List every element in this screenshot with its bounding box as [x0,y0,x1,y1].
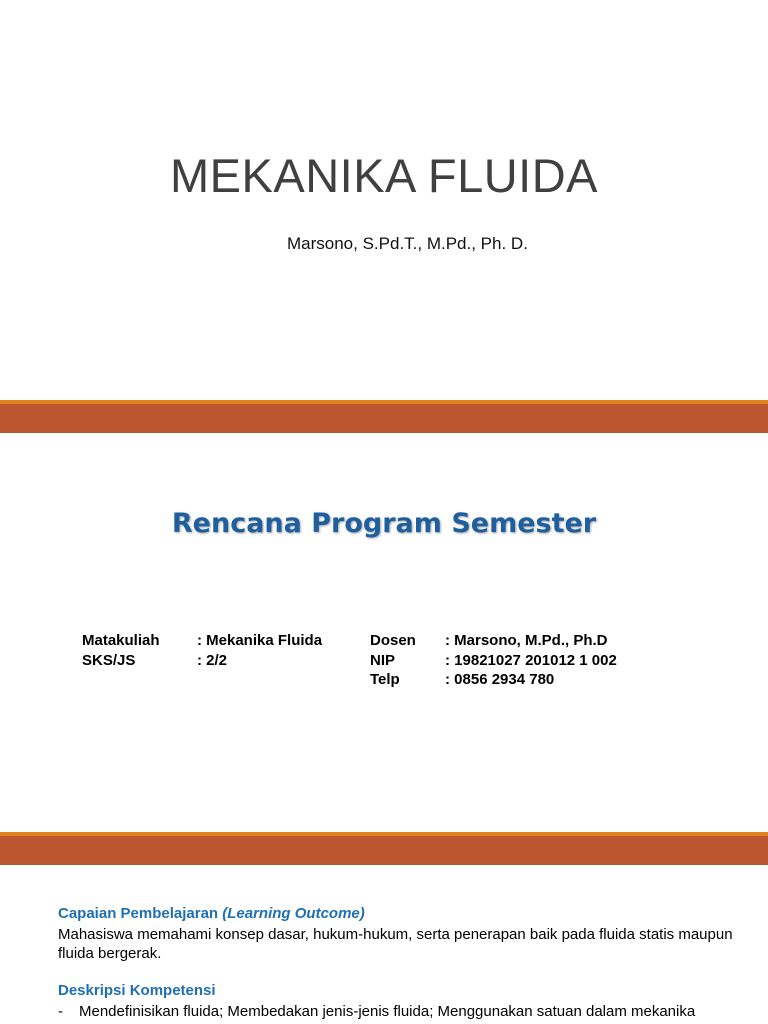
learning-outcome-text: Mahasiswa memahami konsep dasar, hukum-hukum, serta penerapan baik pada fluida statis maupun fluida bergerak. [58,926,733,962]
slide-divider [0,832,768,865]
info-key: Dosen [370,632,416,649]
info-value: : 19821027 201012 1 002 [445,651,617,669]
info-key: Matakuliah [82,632,160,649]
learning-outcome-heading-text: Capaian Pembelajaran [58,905,219,922]
rps-heading: Rencana Program Semester [171,508,597,539]
slide-title [0,0,768,400]
info-value: : Mekanika Fluida [197,632,323,649]
learning-outcome-heading-en: (Learning Outcome) [222,905,365,922]
info-row-course [82,631,322,651]
info-value: : Marsono, M.Pd., Ph.D [445,632,608,649]
info-key: SKS/JS [82,651,136,669]
info-row-telp [370,670,617,690]
info-row-nip [370,651,617,671]
list-item-text: Mendefinisikan fluida; Membedakan jenis-jenis fluida; Menggunakan satuan dalam mekanika [79,1003,696,1020]
competency-heading: Deskripsi Kompetensi [58,982,216,999]
info-row-dosen [370,631,617,651]
info-key: Telp [370,671,400,688]
slide-divider [0,400,768,433]
competency-list [58,1002,748,1021]
learning-outcome-heading [58,905,365,922]
lecturer-info [370,631,617,690]
author-name: Marsono, S.Pd.T., M.Pd., Ph. D. [287,234,528,253]
page-title: MEKANIKA FLUIDA [170,149,598,202]
course-info [82,631,322,670]
list-item [58,1002,748,1021]
info-value: : 2/2 [197,651,228,669]
info-row-sks [82,651,322,671]
info-key: NIP [370,651,396,669]
bullet-dash: - [58,1003,63,1020]
info-value: : 0856 2934 780 [445,671,555,688]
